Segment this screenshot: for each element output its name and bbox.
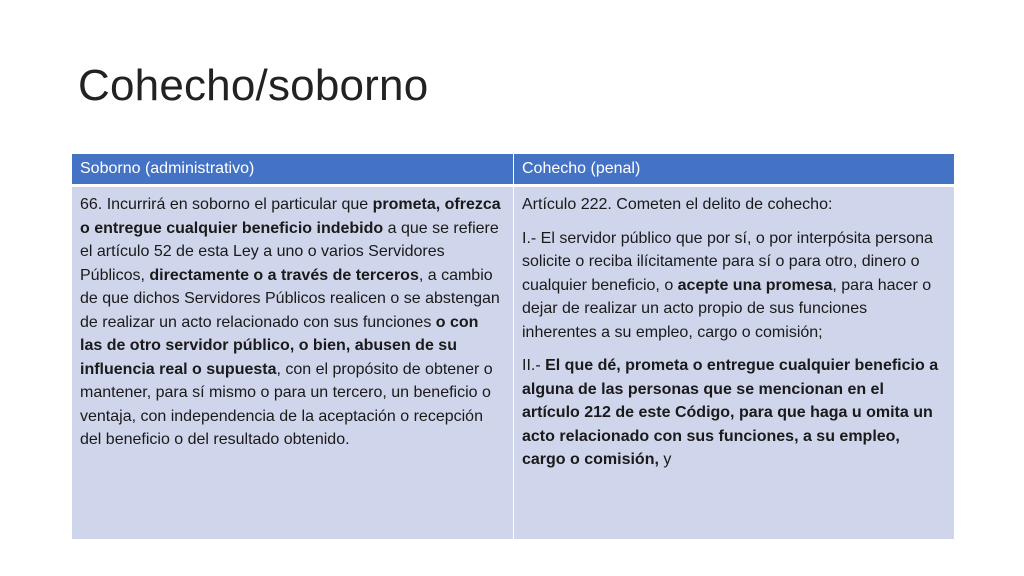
header-soborno: Soborno (administrativo): [72, 154, 514, 186]
table-row: [72, 186, 955, 540]
cohecho-paragraph-fraccion-ii: [522, 354, 946, 472]
cell-soborno-text: [72, 186, 514, 540]
comparison-table: [71, 153, 955, 540]
cell-cohecho-text: [514, 186, 955, 540]
text-segment: II.-: [522, 357, 546, 374]
text-segment: a que se refiere el artículo 52 de esta Ley a uno o varios Servidores Públicos,: [80, 219, 499, 284]
cohecho-paragraph-intro: [522, 193, 946, 217]
bold-segment: El que dé, prometa o entregue cualquier beneficio a alguna de las personas que se mencionan en el artículo 212 de este Código, para que haga u omita un acto relacionado con sus funciones, a su empleo, cargo o comisión,: [522, 357, 939, 468]
text-segment: , a cambio de que dichos Servidores Públicos realicen o se abstengan de realizar un acto relacionado con sus funciones: [80, 266, 500, 331]
table-header-row: [72, 154, 955, 186]
header-cohecho: Cohecho (penal): [514, 154, 955, 186]
bold-segment: prometa, ofrezca o entregue cualquier beneficio indebido: [80, 196, 501, 237]
text-segment: Artículo 222. Cometen el delito de cohecho:: [522, 196, 833, 213]
text-segment: I.- El servidor público que por sí, o por interpósita persona solicite o reciba ilícitamente para sí o para otro, dinero o cualquier beneficio, o: [522, 229, 933, 294]
text-segment: , para hacer o dejar de realizar un acto propio de sus funciones inherentes a su empleo, cargo o comisión;: [522, 276, 932, 341]
soborno-paragraph: [80, 193, 505, 452]
bold-segment: acepte una promesa: [677, 276, 833, 294]
text-segment: y: [658, 451, 672, 468]
bold-segment: directamente o a través de terceros: [149, 266, 419, 284]
bold-segment: o con las de otro servidor público, o bien, abusen de su influencia real o supuesta: [80, 313, 479, 378]
text-segment: , con el propósito de obtener o mantener, para sí mismo o para un tercero, un beneficio o ventaja, con independencia de la aceptación o recepción del beneficio o del resultado obtenido.: [80, 360, 493, 448]
cohecho-paragraph-fraccion-i: [522, 227, 946, 345]
slide-title: Cohecho/soborno: [78, 61, 429, 110]
text-segment: 66. Incurrirá en soborno el particular que: [80, 196, 373, 213]
